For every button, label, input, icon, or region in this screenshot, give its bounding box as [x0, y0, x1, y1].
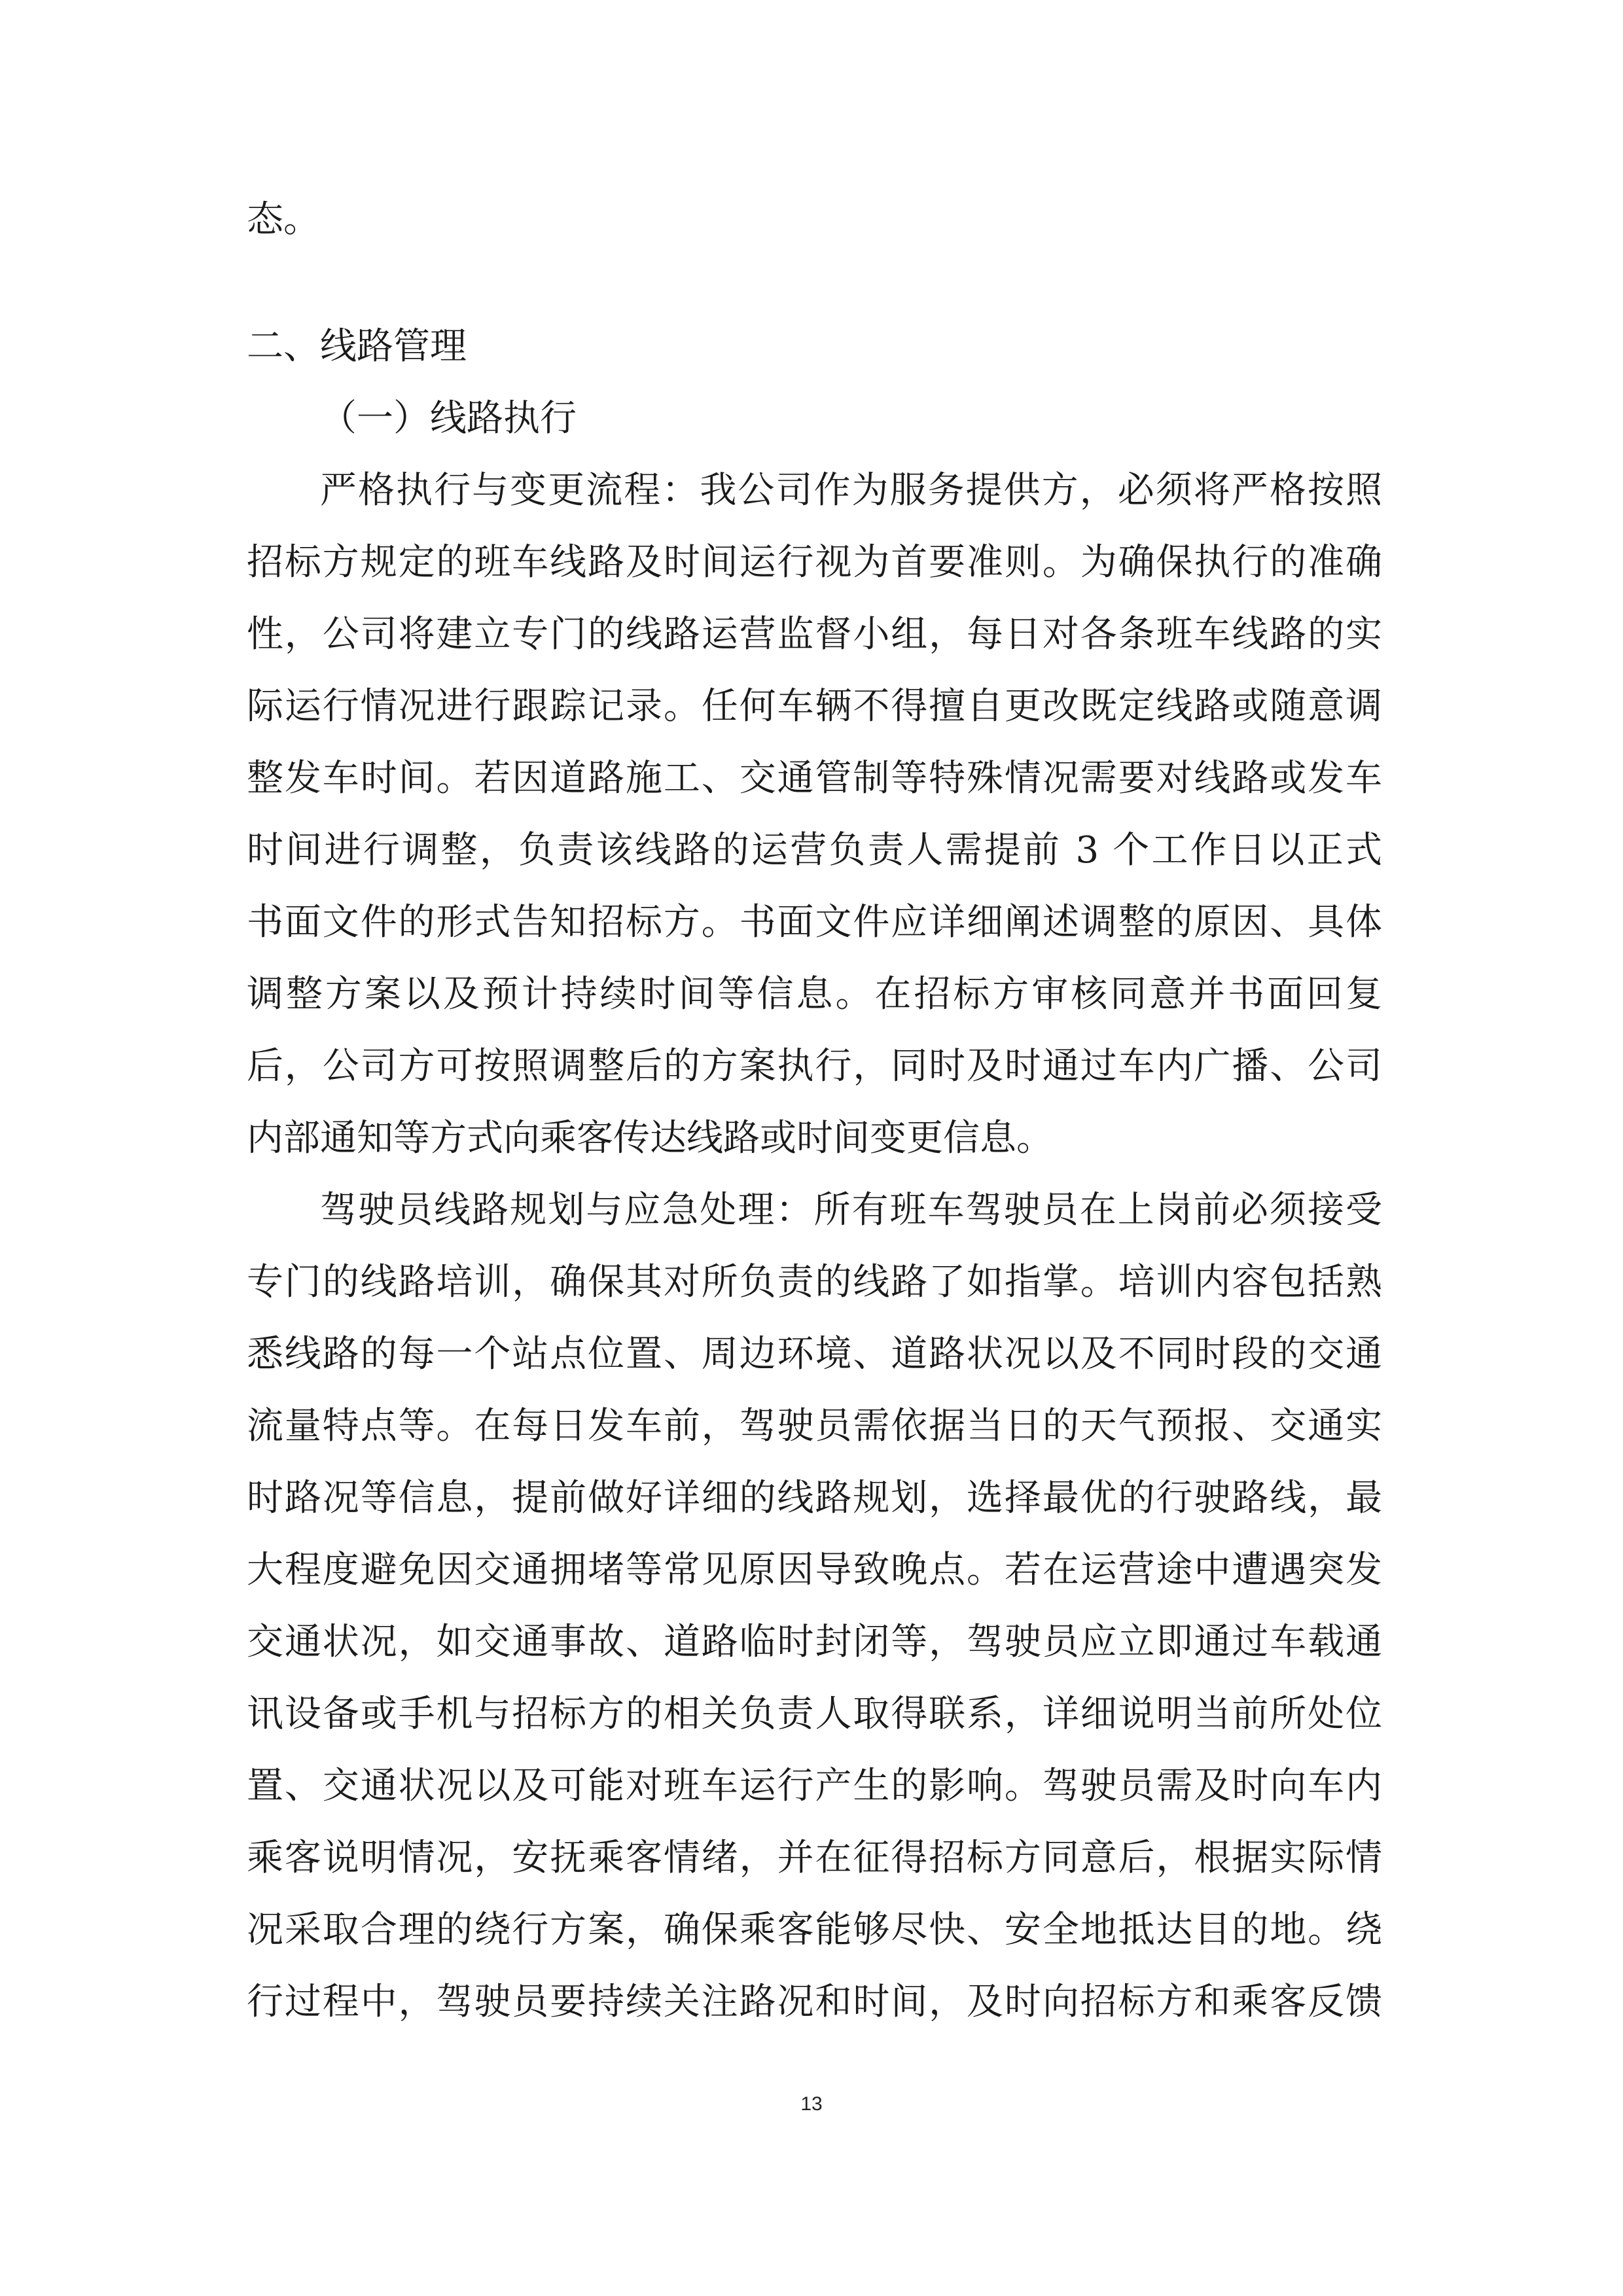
- paragraph-line: 行过程中，驾驶员要持续关注路况和时间，及时向招标方和乘客反馈: [247, 1981, 1382, 2023]
- paragraph-line: 内部通知等方式向乘客传达线路或时间变更信息。: [247, 1117, 1053, 1159]
- paragraph-line: 乘客说明情况，安抚乘客情绪，并在征得招标方同意后，根据实际情: [247, 1837, 1382, 1879]
- section-heading: 二、线路管理: [247, 325, 467, 368]
- paragraph-line: 驾驶员线路规划与应急处理：所有班车驾驶员在上岗前必须接受: [320, 1189, 1382, 1231]
- paragraph-line: 专门的线路培训，确保其对所负责的线路了如指掌。培训内容包括熟: [247, 1261, 1382, 1303]
- page-number: 13: [800, 2093, 823, 2115]
- paragraph-line: 流量特点等。在每日发车前，驾驶员需依据当日的天气预报、交通实: [247, 1405, 1382, 1447]
- paragraph-line: 书面文件的形式告知招标方。书面文件应详细阐述调整的原因、具体: [247, 901, 1382, 944]
- paragraph-line: 讯设备或手机与招标方的相关负责人取得联系，详细说明当前所处位: [247, 1693, 1382, 1735]
- paragraph-line: 调整方案以及预计持续时间等信息。在招标方审核同意并书面回复: [247, 973, 1382, 1016]
- paragraph-line: 大程度避免因交通拥堵等常见原因导致晚点。若在运营途中遭遇突发: [247, 1549, 1382, 1591]
- paragraph-line: 整发车时间。若因道路施工、交通管制等特殊情况需要对线路或发车: [247, 757, 1382, 800]
- continuation-text: 态。: [247, 198, 320, 241]
- paragraph-line: 性，公司将建立专门的线路运营监督小组，每日对各条班车线路的实: [247, 613, 1382, 656]
- paragraph-line: 严格执行与变更流程：我公司作为服务提供方，必须将严格按照: [320, 469, 1382, 512]
- paragraph-line: 后，公司方可按照调整后的方案执行，同时及时通过车内广播、公司: [247, 1045, 1382, 1087]
- paragraph-line: 时间进行调整，负责该线路的运营负责人需提前 3 个工作日以正式: [247, 829, 1382, 872]
- paragraph-line: 置、交通状况以及可能对班车运行产生的影响。驾驶员需及时向车内: [247, 1765, 1382, 1807]
- paragraph-line: 况采取合理的绕行方案，确保乘客能够尽快、安全地抵达目的地。绕: [247, 1909, 1382, 1951]
- paragraph-line: 时路况等信息，提前做好详细的线路规划，选择最优的行驶路线，最: [247, 1477, 1382, 1519]
- paragraph-line: 悉线路的每一个站点位置、周边环境、道路状况以及不同时段的交通: [247, 1333, 1382, 1375]
- paragraph-line: 际运行情况进行跟踪记录。任何车辆不得擅自更改既定线路或随意调: [247, 685, 1382, 728]
- subsection-heading: （一）线路执行: [320, 397, 577, 440]
- paragraph-line: 交通状况，如交通事故、道路临时封闭等，驾驶员应立即通过车载通: [247, 1621, 1382, 1663]
- paragraph-line: 招标方规定的班车线路及时间运行视为首要准则。为确保执行的准确: [247, 541, 1382, 584]
